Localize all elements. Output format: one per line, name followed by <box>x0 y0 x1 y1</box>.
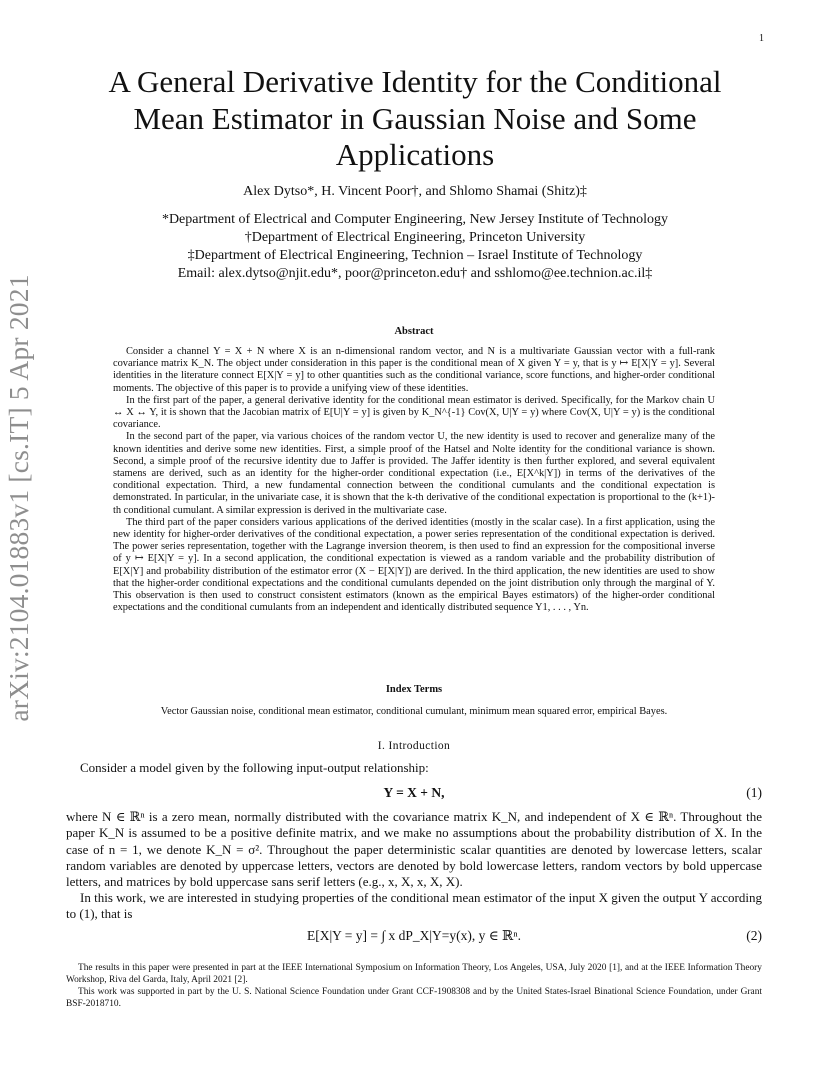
equation-expression: E[X|Y = y] = ∫ x dP_X|Y=y(x), y ∈ ℝⁿ. <box>306 928 522 943</box>
author-emails: Email: alex.dytso@njit.edu*, poor@princeton.edu† and sshlomo@ee.technion.ac.il‡ <box>177 266 653 281</box>
abstract-paragraph: In the first part of the paper, a general derivative identity for the conditional mean estimator is derived. Specifically, for the Markov chain U ↔ X ↔ Y, it is shown that the Jacobian matrix of E[U|Y = y] is given by K_N^{-1} Cov(X, U|Y = y) where Cov(X, U|Y = y) is the conditional covariance. <box>113 394 715 431</box>
intro-paragraph <box>66 890 762 923</box>
intro-paragraph-text: where N ∈ ℝⁿ is a zero mean, normally distributed with the covariance matrix K_N, and independent of X ∈ ℝⁿ. Throughout the paper K_N is assumed to be a positive definite matrix, and we make no assumptions about the probability distribution of X. In the case of n = 1, we denote K_N = σ². Throughout the paper deterministic scalar quantities are denoted by lowercase letters, scalar random variables are denoted by uppercase letters, vectors are denoted by bold lowercase letters, random vectors by bold uppercase letters, and matrices by bold uppercase sans serif letters (e.g., x, X, x, X, X). <box>66 809 762 890</box>
abstract-paragraph: The third part of the paper considers various applications of the derived identities (mostly in the scalar case). In a first application, using the new identity for higher-order derivatives of the conditional expectation, a power series representation of the conditional expectation is derived. The power series representation, together with the Lagrange inversion theorem, is then used to find an expression for the compositional inverse of y ↦ E[X|Y = y]. In a second application, the conditional expectation is viewed as a random variable and the probability distribution of E[X|Y] and probability distribution of the estimator error (X − E[X|Y]) are derived. In the third application, the new identities are used to show that the higher-order conditional expectations and the conditional cumulants depended on the joint distribution only through the marginal of Y. This observation is then used to construct consistent estimators (known as the empirical Bayes estimators) of the higher-order conditional expectations and the conditional cumulants from an independent and identically distributed sequence Y1, . . . , Yn. <box>113 516 715 614</box>
arxiv-stamp-text: arXiv:2104.01883v1 [cs.IT] 5 Apr 2021 <box>3 274 34 722</box>
equation-number: (2) <box>746 928 762 943</box>
title-line: Mean Estimator in Gaussian Noise and Some <box>133 100 697 136</box>
author-list: Alex Dytso*, H. Vincent Poor†, and Shlomo Shamai (Shitz)‡ <box>243 184 587 199</box>
title-line: A General Derivative Identity for the Conditional <box>108 64 722 99</box>
index-terms: Vector Gaussian noise, conditional mean estimator, conditional cumulant, minimum mean squared error, empirical Bayes. <box>160 706 668 717</box>
abstract-heading: Abstract <box>394 326 434 337</box>
paper-title <box>70 64 760 174</box>
intro-paragraph <box>66 760 762 776</box>
abstract-paragraph: In the second part of the paper, via various choices of the random vector U, the new identity is used to recover and generalize many of the known identities and derive some new identities. First, a simple proof of the Hatsel and Nolte identity for the conditional variance is shown. Second, a simple proof of the recursive identity due to Jaffer is provided. The Jaffer identity is then further explored, and several equivalent stamens are derived, such as an identity for the higher-order conditional expectation (i.e., E[X^k|Y]) in terms of the derivatives of the conditional expectation. Third, a new fundamental connection between the conditional cumulants and the conditional expectation is demonstrated. In particular, in the univariate case, it is shown that the k-th derivative of the conditional expectation is proportional to the (k+1)-th conditional cumulant. A similar expression is derived in the multivariate case. <box>113 431 715 516</box>
footnote: The results in this paper were presented in part at the IEEE International Symposium on Information Theory, Los Angeles, USA, July 2020 [1], and at the IEEE Information Theory Workshop, Riva del Garda, Italy, April 2021 [2]. <box>66 963 762 985</box>
footnote: This work was supported in part by the U. S. National Science Foundation under Grant CCF-1908308 and by the United States-Israel Binational Science Foundation, under Grant BSF-2018710. <box>66 987 762 1009</box>
equation-number: (1) <box>746 785 762 800</box>
title-line: Applications <box>335 137 495 172</box>
affiliation-njit: *Department of Electrical and Computer Engineering, New Jersey Institute of Technology <box>161 212 669 227</box>
intro-paragraph <box>66 809 762 890</box>
abstract-body <box>113 346 715 614</box>
intro-paragraph-text: Consider a model given by the following input-output relationship: <box>80 760 429 775</box>
affiliation-princeton: †Department of Electrical Engineering, Princeton University <box>244 230 586 245</box>
intro-paragraph-text: In this work, we are interested in studying properties of the conditional mean estimator of the input X given the output Y according to (1), that is <box>66 890 762 922</box>
index-terms-heading: Index Terms <box>385 684 443 695</box>
arxiv-stamp <box>0 0 42 1072</box>
page-number: 1 <box>759 33 764 44</box>
footnotes <box>66 962 762 1010</box>
abstract-paragraph: Consider a channel Y = X + N where X is an n-dimensional random vector, and N is a multivariate Gaussian vector with a full-rank covariance matrix K_N. The object under consideration in this paper is the conditional mean of X given Y = y, that is y ↦ E[X|Y = y]. Several identities in the literature connect E[X|Y = y] to other quantities such as the conditional variance, score functions, and higher-order conditional moments. The objective of this paper is to provide a unifying view of these identities. <box>113 346 715 394</box>
affiliation-technion: ‡Department of Electrical Engineering, Technion – Israel Institute of Technology <box>187 248 643 263</box>
equation-expression: Y = X + N, <box>383 785 445 800</box>
section-heading: I. Introduction <box>377 740 451 752</box>
